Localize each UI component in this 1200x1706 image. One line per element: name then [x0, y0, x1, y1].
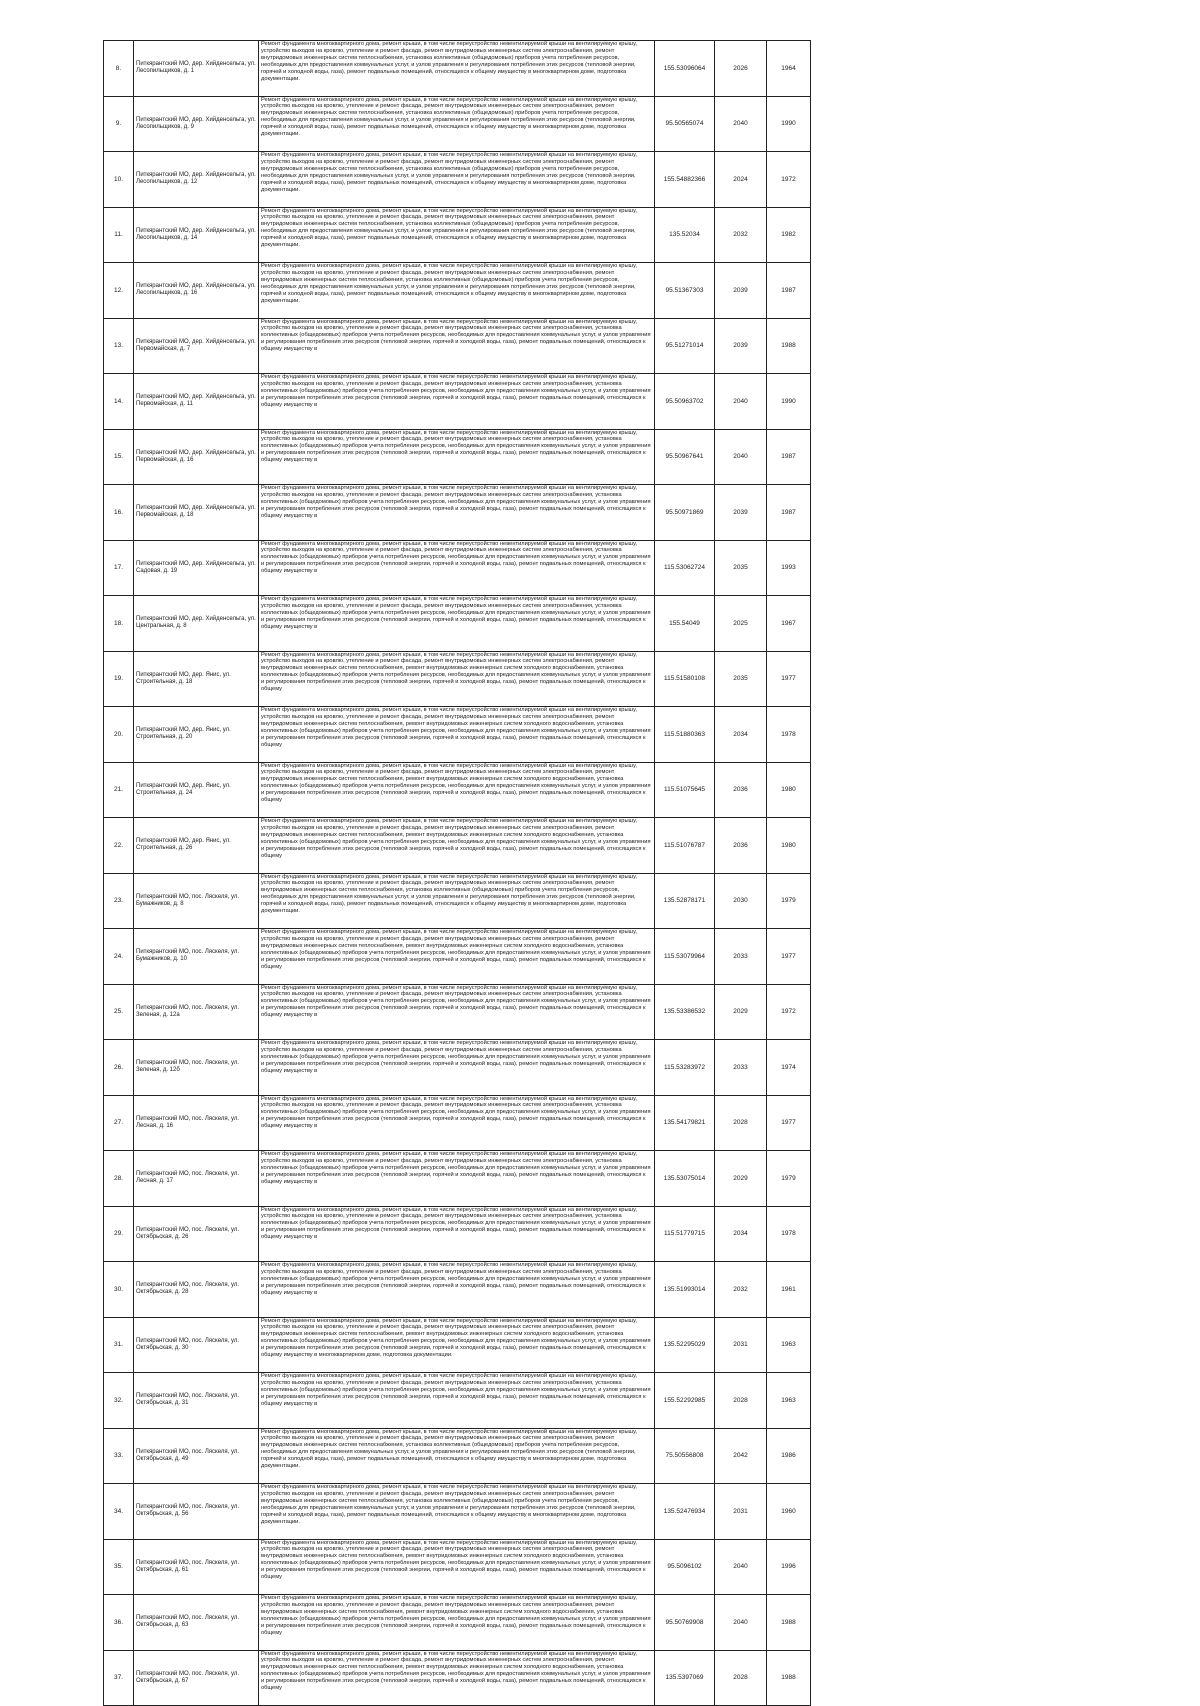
table-row: [104, 1151, 811, 1207]
build-year: 1980: [767, 818, 811, 874]
repair-works: [259, 1262, 655, 1318]
repair-works-text: Ремонт фундамента многоквартирного дома, ремонт крыши, в том числе переустройство невентилируемой крыши на вентилируемую крышу, устройство выходов на кровлю, утепление и ремонт фасада, ремонт внутридомовых инженерных систем электроснабжения, установка коллективных (общедомовых) приборов учета потребления ресурсов, необходимых для предоставления коммунальных услуг, и узлов управления и регулирования потребления этих ресурсов (тепловой энергии, горячей и холодной воды, газа), ремонт подвальных помещений, относящихся к общему имуществу в: [261, 1206, 651, 1241]
house-address: Питкярантский МО, дер. Янис, ул. Строительная, д. 18: [134, 651, 259, 707]
build-year: 1979: [767, 873, 811, 929]
build-year: 1977: [767, 929, 811, 985]
repair-works-text: Ремонт фундамента многоквартирного дома, ремонт крыши, в том числе переустройство невентилируемой крыши на вентилируемую крышу, устройство выходов на кровлю, утепление и ремонт фасада, ремонт внутридомовых инженерных систем электроснабжения, установка коллективных (общедомовых) приборов учета потребления ресурсов, необходимых для предоставления коммунальных услуг, и узлов управления и регулирования потребления этих ресурсов (тепловой энергии, горячей и холодной воды, газа), ремонт подвальных помещений, относящихся к общему имуществу в: [261, 1095, 651, 1130]
repair-cost: 75.50556808: [655, 1428, 715, 1484]
repair-cost: 135.54179821: [655, 1095, 715, 1151]
repair-works: [259, 263, 655, 319]
repair-cost: 135.51993014: [655, 1262, 715, 1318]
repair-works: [259, 1317, 655, 1373]
repair-cost: 115.51076787: [655, 818, 715, 874]
row-number: 20.: [104, 707, 134, 763]
repair-works-text: Ремонт фундамента многоквартирного дома, ремонт крыши, в том числе переустройство невентилируемой крыши на вентилируемую крышу, устройство выходов на кровлю, утепление и ремонт фасада, ремонт внутридомовых инженерных систем электроснабжения, ремонт внутридомовых инженерных систем теплоснабжения, ремонт внутридомовых инженерных систем холодного водоснабжения, установка коллективных (общедомовых) приборов учета потребления ресурсов, необходимых для предоставления коммунальных услуг, и узлов управления и регулирования потребления этих ресурсов (тепловой энергии, горячей и холодной воды, газа), ремонт подвальных помещений, относящихся к общему: [261, 651, 651, 693]
repair-works-text: Ремонт фундамента многоквартирного дома, ремонт крыши, в том числе переустройство невентилируемой крыши на вентилируемую крышу, устройство выходов на кровлю, утепление и ремонт фасада, ремонт внутридомовых инженерных систем электроснабжения, установка коллективных (общедомовых) приборов учета потребления ресурсов, необходимых для предоставления коммунальных услуг, и узлов управления и регулирования потребления этих ресурсов (тепловой энергии, горячей и холодной воды, газа), ремонт подвальных помещений, относящихся к общему имуществу в: [261, 1151, 651, 1185]
planned-year: 2029: [715, 984, 767, 1040]
repair-works: [259, 207, 655, 263]
build-year: 1988: [767, 1595, 811, 1651]
repair-cost: 135.52476934: [655, 1484, 715, 1540]
repair-cost: 115.53079964: [655, 929, 715, 985]
house-address: Питкярантский МО, дер. Хийденсельга, ул. Первомайская, д. 11: [134, 374, 259, 430]
repair-cost: 155.54882366: [655, 152, 715, 208]
row-number: 27.: [104, 1095, 134, 1151]
build-year: 1961: [767, 1262, 811, 1318]
house-address: Питкярантский МО, дер. Хийденсельга, ул. Лесопильщиков, д. 12: [134, 152, 259, 208]
planned-year: 2025: [715, 596, 767, 652]
repair-works-text: Ремонт фундамента многоквартирного дома, ремонт крыши, в том числе переустройство невентилируемой крыши на вентилируемую крышу, устройство выходов на кровлю, утепление и ремонт фасада, ремонт внутридомовых инженерных систем электроснабжения, установка коллективных (общедомовых) приборов учета потребления ресурсов, необходимых для предоставления коммунальных услуг, и узлов управления и регулирования потребления этих ресурсов (тепловой энергии, горячей и холодной воды, газа), ремонт подвальных помещений, относящихся к общему имуществу в: [261, 1373, 651, 1407]
repair-works-text: Ремонт фундамента многоквартирного дома, ремонт крыши, в том числе переустройство невентилируемой крыши на вентилируемую крышу, устройство выходов на кровлю, утепление и ремонт фасада, ремонт внутридомовых инженерных систем электроснабжения, ремонт внутридомовых инженерных систем теплоснабжения, установка коллективных (общедомовых) приборов учета потребления ресурсов, необходимых для предоставления коммунальных услуг, и узлов управления и регулирования потребления этих ресурсов (тепловой энергии, горячей и холодной воды, газа), ремонт подвальных помещений, относящихся к общему имуществу в многоквартирном доме, подготовка документации.: [261, 1428, 637, 1470]
repair-works-text: Ремонт фундамента многоквартирного дома, ремонт крыши, в том числе переустройство невентилируемой крыши на вентилируемую крышу, устройство выходов на кровлю, утепление и ремонт фасада, ремонт внутридомовых инженерных систем электроснабжения, ремонт внутридомовых инженерных систем теплоснабжения, установка коллективных (общедомовых) приборов учета потребления ресурсов, необходимых для предоставления коммунальных услуг, и узлов управления и регулирования потребления этих ресурсов (тепловой энергии, горячей и холодной воды, газа), ремонт подвальных помещений, относящихся к общему имуществу в многоквартирном доме, подготовка документации.: [261, 96, 637, 138]
repair-works-text: Ремонт фундамента многоквартирного дома, ремонт крыши, в том числе переустройство невентилируемой крыши на вентилируемую крышу, устройство выходов на кровлю, утепление и ремонт фасада, ремонт внутридомовых инженерных систем электроснабжения, ремонт внутридомовых инженерных систем теплоснабжения, установка коллективных (общедомовых) приборов учета потребления ресурсов, необходимых для предоставления коммунальных услуг, и узлов управления и регулирования потребления этих ресурсов (тепловой энергии, горячей и холодной воды, газа), ремонт подвальных помещений, относящихся к общему имуществу в многоквартирном доме, подготовка документации.: [261, 207, 637, 249]
table-row: [104, 929, 811, 985]
planned-year: 2042: [715, 1428, 767, 1484]
repair-cost: 115.51779715: [655, 1206, 715, 1262]
repair-works-text: Ремонт фундамента многоквартирного дома, ремонт крыши, в том числе переустройство невентилируемой крыши на вентилируемую крышу, устройство выходов на кровлю, утепление и ремонт фасада, ремонт внутридомовых инженерных систем электроснабжения, ремонт внутридомовых инженерных систем теплоснабжения, ремонт внутридомовых инженерных систем холодного водоснабжения, установка коллективных (общедомовых) приборов учета потребления ресурсов, необходимых для предоставления коммунальных услуг, и узлов управления и регулирования потребления этих ресурсов (тепловой энергии, горячей и холодной воды, газа), ремонт подвальных помещений, относящихся к общему: [261, 929, 651, 970]
row-number: 17.: [104, 540, 134, 596]
build-year: 1987: [767, 429, 811, 485]
house-address: Питкярантский МО, дер. Хийденсельга, ул. Лесопильщиков, д. 9: [134, 96, 259, 152]
repair-works-text: Ремонт фундамента многоквартирного дома, ремонт крыши, в том числе переустройство невентилируемой крыши на вентилируемую крышу, устройство выходов на кровлю, утепление и ремонт фасада, ремонт внутридомовых инженерных систем электроснабжения, установка коллективных (общедомовых) приборов учета потребления ресурсов, необходимых для предоставления коммунальных услуг, и узлов управления и регулирования потребления этих ресурсов (тепловой энергии, горячей и холодной воды, газа), ремонт подвальных помещений, относящихся к общему имуществу в: [261, 318, 651, 353]
repair-works-text: Ремонт фундамента многоквартирного дома, ремонт крыши, в том числе переустройство невентилируемой крыши на вентилируемую крышу, устройство выходов на кровлю, утепление и ремонт фасада, ремонт внутридомовых инженерных систем электроснабжения, ремонт внутридомовых инженерных систем теплоснабжения, установка коллективных (общедомовых) приборов учета потребления ресурсов, необходимых для предоставления коммунальных услуг, и узлов управления и регулирования потребления этих ресурсов (тепловой энергии, горячей и холодной воды, газа), ремонт подвальных помещений, относящихся к общему имуществу в многоквартирном доме, подготовка документации.: [261, 152, 637, 193]
repair-cost: 135.53386532: [655, 984, 715, 1040]
table-row: [104, 651, 811, 707]
repair-works: [259, 818, 655, 874]
row-number: 31.: [104, 1317, 134, 1373]
table-row: [104, 540, 811, 596]
house-address: Питкярантский МО, пос. Ляскеля, ул. Октябрьская, д. 31: [134, 1373, 259, 1429]
repair-cost: 115.51580108: [655, 651, 715, 707]
planned-year: 2040: [715, 374, 767, 430]
row-number: 18.: [104, 596, 134, 652]
row-number: 23.: [104, 873, 134, 929]
table-row: [104, 1484, 811, 1540]
table-row: [104, 762, 811, 818]
row-number: 37.: [104, 1650, 134, 1706]
house-address: Питкярантский МО, дер. Янис, ул. Строительная, д. 26: [134, 818, 259, 874]
repair-cost: 95.50769908: [655, 1595, 715, 1651]
planned-year: 2031: [715, 1484, 767, 1540]
repair-cost: 115.53283972: [655, 1040, 715, 1096]
repair-cost: 95.50963702: [655, 374, 715, 430]
planned-year: 2031: [715, 1317, 767, 1373]
planned-year: 2028: [715, 1095, 767, 1151]
build-year: 1980: [767, 762, 811, 818]
repair-works: [259, 1428, 655, 1484]
repair-cost: 95.50967641: [655, 429, 715, 485]
planned-year: 2028: [715, 1650, 767, 1706]
repair-works: [259, 762, 655, 818]
repair-cost: 135.5397069: [655, 1650, 715, 1706]
repair-cost: 95.51367303: [655, 263, 715, 319]
planned-year: 2040: [715, 1595, 767, 1651]
planned-year: 2032: [715, 1262, 767, 1318]
build-year: 1990: [767, 96, 811, 152]
repair-works: [259, 707, 655, 763]
repair-cost: 95.50565074: [655, 96, 715, 152]
repair-works: [259, 1095, 655, 1151]
planned-year: 2040: [715, 1539, 767, 1595]
planned-year: 2040: [715, 429, 767, 485]
row-number: 33.: [104, 1428, 134, 1484]
planned-year: 2034: [715, 1206, 767, 1262]
planned-year: 2033: [715, 1040, 767, 1096]
table-row: [104, 1595, 811, 1651]
repair-works: [259, 929, 655, 985]
repair-works-text: Ремонт фундамента многоквартирного дома, ремонт крыши, в том числе переустройство невентилируемой крыши на вентилируемую крышу, устройство выходов на кровлю, утепление и ремонт фасада, ремонт внутридомовых инженерных систем электроснабжения, ремонт внутридомовых инженерных систем теплоснабжения, ремонт внутридомовых инженерных систем холодного водоснабжения, установка коллективных (общедомовых) приборов учета потребления ресурсов, необходимых для предоставления коммунальных услуг, и узлов управления и регулирования потребления этих ресурсов (тепловой энергии, горячей и холодной воды, газа), ремонт подвальных помещений, относящихся к общему: [261, 1650, 651, 1692]
build-year: 1990: [767, 374, 811, 430]
house-address: Питкярантский МО, дер. Хийденсельга, ул. Центральная, д. 8: [134, 596, 259, 652]
row-number: 16.: [104, 485, 134, 541]
table-row: [104, 1650, 811, 1706]
repair-works: [259, 1650, 655, 1706]
build-year: 1964: [767, 41, 811, 97]
row-number: 19.: [104, 651, 134, 707]
repair-works-text: Ремонт фундамента многоквартирного дома, ремонт крыши, в том числе переустройство невентилируемой крыши на вентилируемую крышу, устройство выходов на кровлю, утепление и ремонт фасада, ремонт внутридомовых инженерных систем электроснабжения, установка коллективных (общедомовых) приборов учета потребления ресурсов, необходимых для предоставления коммунальных услуг, и узлов управления и регулирования потребления этих ресурсов (тепловой энергии, горячей и холодной воды, газа), ремонт подвальных помещений, относящихся к общему имуществу в: [261, 1262, 651, 1296]
planned-year: 2039: [715, 263, 767, 319]
row-number: 22.: [104, 818, 134, 874]
table-row: [104, 318, 811, 374]
row-number: 13.: [104, 318, 134, 374]
build-year: 1972: [767, 152, 811, 208]
repair-works: [259, 540, 655, 596]
planned-year: 2034: [715, 707, 767, 763]
planned-year: 2028: [715, 1373, 767, 1429]
table-row: [104, 485, 811, 541]
row-number: 15.: [104, 429, 134, 485]
repair-works-text: Ремонт фундамента многоквартирного дома, ремонт крыши, в том числе переустройство невентилируемой крыши на вентилируемую крышу, устройство выходов на кровлю, утепление и ремонт фасада, ремонт внутридомовых инженерных систем электроснабжения, установка коллективных (общедомовых) приборов учета потребления ресурсов, необходимых для предоставления коммунальных услуг, и узлов управления и регулирования потребления этих ресурсов (тепловой энергии, горячей и холодной воды, газа), ремонт подвальных помещений, относящихся к общему имуществу в: [261, 1040, 651, 1074]
repair-cost: 115.51075645: [655, 762, 715, 818]
row-number: 29.: [104, 1206, 134, 1262]
planned-year: 2036: [715, 818, 767, 874]
house-address: Питкярантский МО, пос. Ляскеля, ул. Октябрьская, д. 67: [134, 1650, 259, 1706]
row-number: 26.: [104, 1040, 134, 1096]
house-address: Питкярантский МО, пос. Ляскеля, ул. Зеленая, д. 12б: [134, 1040, 259, 1096]
table-row: [104, 152, 811, 208]
house-address: Питкярантский МО, пос. Ляскеля, ул. Лесная, д. 16: [134, 1095, 259, 1151]
row-number: 30.: [104, 1262, 134, 1318]
repair-cost: 155.52292985: [655, 1373, 715, 1429]
house-address: Питкярантский МО, дер. Янис, ул. Строительная, д. 24: [134, 762, 259, 818]
house-address: Питкярантский МО, дер. Хийденсельга, ул. Лесопильщиков, д. 16: [134, 263, 259, 319]
planned-year: 2035: [715, 540, 767, 596]
row-number: 24.: [104, 929, 134, 985]
repair-works: [259, 1484, 655, 1540]
row-number: 34.: [104, 1484, 134, 1540]
repair-works-text: Ремонт фундамента многоквартирного дома, ремонт крыши, в том числе переустройство невентилируемой крыши на вентилируемую крышу, устройство выходов на кровлю, утепление и ремонт фасада, ремонт внутридомовых инженерных систем электроснабжения, ремонт внутридомовых инженерных систем теплоснабжения, установка коллективных (общедомовых) приборов учета потребления ресурсов, необходимых для предоставления коммунальных услуг, и узлов управления и регулирования потребления этих ресурсов (тепловой энергии, горячей и холодной воды, газа), ремонт подвальных помещений, относящихся к общему имуществу в многоквартирном доме, подготовка документации.: [261, 1484, 637, 1525]
repair-works-text: Ремонт фундамента многоквартирного дома, ремонт крыши, в том числе переустройство невентилируемой крыши на вентилируемую крышу, устройство выходов на кровлю, утепление и ремонт фасада, ремонт внутридомовых инженерных систем электроснабжения, ремонт внутридомовых инженерных систем теплоснабжения, ремонт внутридомовых инженерных систем холодного водоснабжения, установка коллективных (общедомовых) приборов учета потребления ресурсов, необходимых для предоставления коммунальных услуг, и узлов управления и регулирования потребления этих ресурсов (тепловой энергии, горячей и холодной воды, газа), ремонт подвальных помещений, относящихся к общему: [261, 762, 651, 804]
table-row: [104, 596, 811, 652]
planned-year: 2033: [715, 929, 767, 985]
repair-cost: 95.51271014: [655, 318, 715, 374]
build-year: 1987: [767, 263, 811, 319]
repair-works-text: Ремонт фундамента многоквартирного дома, ремонт крыши, в том числе переустройство невентилируемой крыши на вентилируемую крышу, устройство выходов на кровлю, утепление и ремонт фасада, ремонт внутридомовых инженерных систем электроснабжения, установка коллективных (общедомовых) приборов учета потребления ресурсов, необходимых для предоставления коммунальных услуг, и узлов управления и регулирования потребления этих ресурсов (тепловой энергии, горячей и холодной воды, газа), ремонт подвальных помещений, относящихся к общему имуществу в: [261, 429, 651, 464]
row-number: 25.: [104, 984, 134, 1040]
repair-cost: 135.53075014: [655, 1151, 715, 1207]
table-row: [104, 1373, 811, 1429]
house-address: Питкярантский МО, пос. Ляскеля, ул. Бумажников, д. 10: [134, 929, 259, 985]
table-row: [104, 374, 811, 430]
build-year: 1974: [767, 1040, 811, 1096]
house-address: Питкярантский МО, пос. Ляскеля, ул. Бумажников, д. 8: [134, 873, 259, 929]
repair-works: [259, 41, 655, 97]
planned-year: 2036: [715, 762, 767, 818]
repair-works: [259, 651, 655, 707]
repair-cost: 95.5096102: [655, 1539, 715, 1595]
repair-works-text: Ремонт фундамента многоквартирного дома, ремонт крыши, в том числе переустройство невентилируемой крыши на вентилируемую крышу, устройство выходов на кровлю, утепление и ремонт фасада, ремонт внутридомовых инженерных систем электроснабжения, ремонт внутридомовых инженерных систем теплоснабжения, установка коллективных (общедомовых) приборов учета потребления ресурсов, необходимых для предоставления коммунальных услуг, и узлов управления и регулирования потребления этих ресурсов (тепловой энергии, горячей и холодной воды, газа), ремонт подвальных помещений, относящихся к общему имуществу в многоквартирном доме, подготовка документации.: [261, 873, 637, 915]
repair-works: [259, 1206, 655, 1262]
repair-works: [259, 1151, 655, 1207]
repair-works: [259, 374, 655, 430]
house-address: Питкярантский МО, пос. Ляскеля, ул. Октябрьская, д. 28: [134, 1262, 259, 1318]
table-row: [104, 1040, 811, 1096]
repair-works-text: Ремонт фундамента многоквартирного дома, ремонт крыши, в том числе переустройство невентилируемой крыши на вентилируемую крышу, устройство выходов на кровлю, утепление и ремонт фасада, ремонт внутридомовых инженерных систем электроснабжения, ремонт внутридомовых инженерных систем теплоснабжения, ремонт внутридомовых инженерных систем холодного водоснабжения, установка коллективных (общедомовых) приборов учета потребления ресурсов, необходимых для предоставления коммунальных услуг, и узлов управления и регулирования потребления этих ресурсов (тепловой энергии, горячей и холодной воды, газа), ремонт подвальных помещений, относящихся к общему: [261, 707, 651, 748]
planned-year: 2024: [715, 152, 767, 208]
row-number: 11.: [104, 207, 134, 263]
repair-works: [259, 1595, 655, 1651]
repair-works: [259, 96, 655, 152]
repair-works: [259, 318, 655, 374]
house-address: Питкярантский МО, пос. Ляскеля, ул. Октябрьская, д. 63: [134, 1595, 259, 1651]
house-address: Питкярантский МО, дер. Хийденсельга, ул. Садовая, д. 19: [134, 540, 259, 596]
build-year: 1963: [767, 1317, 811, 1373]
repair-works-text: Ремонт фундамента многоквартирного дома, ремонт крыши, в том числе переустройство невентилируемой крыши на вентилируемую крышу, устройство выходов на кровлю, утепление и ремонт фасада, ремонт внутридомовых инженерных систем электроснабжения, установка коллективных (общедомовых) приборов учета потребления ресурсов, необходимых для предоставления коммунальных услуг, и узлов управления и регулирования потребления этих ресурсов (тепловой энергии, горячей и холодной воды, газа), ремонт подвальных помещений, относящихся к общему имуществу в: [261, 984, 651, 1019]
repair-works-text: Ремонт фундамента многоквартирного дома, ремонт крыши, в том числе переустройство невентилируемой крыши на вентилируемую крышу, устройство выходов на кровлю, утепление и ремонт фасада, ремонт внутридомовых инженерных систем электроснабжения, ремонт внутридомовых инженерных систем теплоснабжения, ремонт внутридомовых инженерных систем холодного водоснабжения, установка коллективных (общедомовых) приборов учета потребления ресурсов, необходимых для предоставления коммунальных услуг, и узлов управления и регулирования потребления этих ресурсов (тепловой энергии, горячей и холодной воды, газа), ремонт подвальных помещений, относящихся к общему: [261, 1539, 651, 1581]
house-address: Питкярантский МО, дер. Хийденсельга, ул. Лесопильщиков, д. 1: [134, 41, 259, 97]
repair-works-text: Ремонт фундамента многоквартирного дома, ремонт крыши, в том числе переустройство невентилируемой крыши на вентилируемую крышу, устройство выходов на кровлю, утепление и ремонт фасада, ремонт внутридомовых инженерных систем электроснабжения, ремонт внутридомовых инженерных систем теплоснабжения, установка коллективных (общедомовых) приборов учета потребления ресурсов, необходимых для предоставления коммунальных услуг, и узлов управления и регулирования потребления этих ресурсов (тепловой энергии, горячей и холодной воды, газа), ремонт подвальных помещений, относящихся к общему имуществу в многоквартирном доме, подготовка документации.: [261, 41, 637, 82]
planned-year: 2026: [715, 41, 767, 97]
table-row: [104, 1428, 811, 1484]
table-row: [104, 1206, 811, 1262]
build-year: 1978: [767, 707, 811, 763]
planned-year: 2040: [715, 96, 767, 152]
build-year: 1988: [767, 318, 811, 374]
row-number: 12.: [104, 263, 134, 319]
repair-works: [259, 596, 655, 652]
table-row: [104, 207, 811, 263]
build-year: 1993: [767, 540, 811, 596]
build-year: 1963: [767, 1373, 811, 1429]
repair-works-text: Ремонт фундамента многоквартирного дома, ремонт крыши, в том числе переустройство невентилируемой крыши на вентилируемую крышу, устройство выходов на кровлю, утепление и ремонт фасада, ремонт внутридомовых инженерных систем электроснабжения, ремонт внутридомовых инженерных систем теплоснабжения, ремонт внутридомовых инженерных систем холодного водоснабжения, установка коллективных (общедомовых) приборов учета потребления ресурсов, необходимых для предоставления коммунальных услуг, и узлов управления и регулирования потребления этих ресурсов (тепловой энергии, горячей и холодной воды, газа), ремонт подвальных помещений, относящихся к общему: [261, 818, 651, 859]
build-year: 1960: [767, 1484, 811, 1540]
row-number: 9.: [104, 96, 134, 152]
build-year: 1977: [767, 651, 811, 707]
row-number: 8.: [104, 41, 134, 97]
repair-works: [259, 1373, 655, 1429]
house-address: Питкярантский МО, пос. Ляскеля, ул. Октябрьская, д. 30: [134, 1317, 259, 1373]
build-year: 1982: [767, 207, 811, 263]
repair-works-text: Ремонт фундамента многоквартирного дома, ремонт крыши, в том числе переустройство невентилируемой крыши на вентилируемую крышу, устройство выходов на кровлю, утепление и ремонт фасада, ремонт внутридомовых инженерных систем электроснабжения, ремонт внутридомовых инженерных систем теплоснабжения, установка коллективных (общедомовых) приборов учета потребления ресурсов, необходимых для предоставления коммунальных услуг, и узлов управления и регулирования потребления этих ресурсов (тепловой энергии, горячей и холодной воды, газа), ремонт подвальных помещений, относящихся к общему имуществу в многоквартирном доме, подготовка документации.: [261, 263, 637, 304]
house-address: Питкярантский МО, дер. Хийденсельга, ул. Первомайская, д. 16: [134, 429, 259, 485]
table-row: [104, 818, 811, 874]
repair-cost: 135.52878171: [655, 873, 715, 929]
planned-year: 2039: [715, 318, 767, 374]
table-row: [104, 1262, 811, 1318]
house-address: Питкярантский МО, пос. Ляскеля, ул. Октябрьская, д. 56: [134, 1484, 259, 1540]
table-row: [104, 984, 811, 1040]
repair-cost: 155.54049: [655, 596, 715, 652]
repair-works-text: Ремонт фундамента многоквартирного дома, ремонт крыши, в том числе переустройство невентилируемой крыши на вентилируемую крышу, устройство выходов на кровлю, утепление и ремонт фасада, ремонт внутридомовых инженерных систем электроснабжения, установка коллективных (общедомовых) приборов учета потребления ресурсов, необходимых для предоставления коммунальных услуг, и узлов управления и регулирования потребления этих ресурсов (тепловой энергии, горячей и холодной воды, газа), ремонт подвальных помещений, относящихся к общему имуществу в: [261, 540, 651, 575]
planned-year: 2030: [715, 873, 767, 929]
repair-cost: 115.53062724: [655, 540, 715, 596]
row-number: 21.: [104, 762, 134, 818]
repair-cost: 155.53096064: [655, 41, 715, 97]
house-address: Питкярантский МО, пос. Ляскеля, ул. Октябрьская, д. 49: [134, 1428, 259, 1484]
build-year: 1967: [767, 596, 811, 652]
row-number: 36.: [104, 1595, 134, 1651]
table-row: [104, 1539, 811, 1595]
repair-works: [259, 152, 655, 208]
build-year: 1979: [767, 1151, 811, 1207]
table-row: [104, 263, 811, 319]
repair-works-text: Ремонт фундамента многоквартирного дома, ремонт крыши, в том числе переустройство невентилируемой крыши на вентилируемую крышу, устройство выходов на кровлю, утепление и ремонт фасада, ремонт внутридомовых инженерных систем электроснабжения, ремонт внутридомовых инженерных систем теплоснабжения, ремонт внутридомовых инженерных систем холодного водоснабжения, установка коллективных (общедомовых) приборов учета потребления ресурсов, необходимых для предоставления коммунальных услуг, и узлов управления и регулирования потребления этих ресурсов (тепловой энергии, горячей и холодной воды, газа), ремонт подвальных помещений, относящихся к общему: [261, 1595, 651, 1636]
house-address: Питкярантский МО, дер. Янис, ул. Строительная, д. 20: [134, 707, 259, 763]
build-year: 1977: [767, 1095, 811, 1151]
house-address: Питкярантский МО, дер. Хийденсельга, ул. Первомайская, д. 18: [134, 485, 259, 541]
house-address: Питкярантский МО, пос. Ляскеля, ул. Зеленая, д. 12а: [134, 984, 259, 1040]
table-row: [104, 1095, 811, 1151]
repair-works: [259, 1040, 655, 1096]
repair-cost: 115.51880363: [655, 707, 715, 763]
row-number: 10.: [104, 152, 134, 208]
repair-works: [259, 984, 655, 1040]
table-body: [104, 41, 811, 1706]
row-number: 32.: [104, 1373, 134, 1429]
table-row: [104, 96, 811, 152]
repair-works: [259, 873, 655, 929]
table-row: [104, 429, 811, 485]
repair-works: [259, 429, 655, 485]
table-row: [104, 1317, 811, 1373]
row-number: 35.: [104, 1539, 134, 1595]
planned-year: 2029: [715, 1151, 767, 1207]
table-row: [104, 707, 811, 763]
repair-works-text: Ремонт фундамента многоквартирного дома, ремонт крыши, в том числе переустройство невентилируемой крыши на вентилируемую крышу, устройство выходов на кровлю, утепление и ремонт фасада, ремонт внутридомовых инженерных систем электроснабжения, установка коллективных (общедомовых) приборов учета потребления ресурсов, необходимых для предоставления коммунальных услуг, и узлов управления и регулирования потребления этих ресурсов (тепловой энергии, горячей и холодной воды, газа), ремонт подвальных помещений, относящихся к общему имуществу в: [261, 485, 651, 519]
repair-cost: 135.52034: [655, 207, 715, 263]
planned-year: 2032: [715, 207, 767, 263]
house-address: Питкярантский МО, дер. Хийденсельга, ул. Лесопильщиков, д. 14: [134, 207, 259, 263]
table-row: [104, 41, 811, 97]
repair-works-text: Ремонт фундамента многоквартирного дома, ремонт крыши, в том числе переустройство невентилируемой крыши на вентилируемую крышу, устройство выходов на кровлю, утепление и ремонт фасада, ремонт внутридомовых инженерных систем электроснабжения, установка коллективных (общедомовых) приборов учета потребления ресурсов, необходимых для предоставления коммунальных услуг, и узлов управления и регулирования потребления этих ресурсов (тепловой энергии, горячей и холодной воды, газа), ремонт подвальных помещений, относящихся к общему имуществу в: [261, 374, 651, 408]
build-year: 1986: [767, 1428, 811, 1484]
build-year: 1988: [767, 1650, 811, 1706]
repair-works-text: Ремонт фундамента многоквартирного дома, ремонт крыши, в том числе переустройство невентилируемой крыши на вентилируемую крышу, устройство выходов на кровлю, утепление и ремонт фасада, ремонт внутридомовых инженерных систем электроснабжения, установка коллективных (общедомовых) приборов учета потребления ресурсов, необходимых для предоставления коммунальных услуг, и узлов управления и регулирования потребления этих ресурсов (тепловой энергии, горячей и холодной воды, газа), ремонт подвальных помещений, относящихся к общему имуществу в: [261, 596, 651, 630]
build-year: 1987: [767, 485, 811, 541]
row-number: 14.: [104, 374, 134, 430]
planned-year: 2035: [715, 651, 767, 707]
row-number: 28.: [104, 1151, 134, 1207]
repair-works-text: Ремонт фундамента многоквартирного дома, ремонт крыши, в том числе переустройство невентилируемой крыши на вентилируемую крышу, устройство выходов на кровлю, утепление и ремонт фасада, ремонт внутридомовых инженерных систем электроснабжения, ремонт внутридомовых инженерных систем теплоснабжения, ремонт внутридомовых инженерных систем холодного водоснабжения, установка коллективных (общедомовых) приборов учета потребления ресурсов, необходимых для предоставления коммунальных услуг, и узлов управления и регулирования потребления этих ресурсов (тепловой энергии, горячей и холодной воды, газа), ремонт подвальных помещений, относящихся к общему имуществу в многоквартирном доме, подготовка документации.: [261, 1317, 651, 1359]
build-year: 1996: [767, 1539, 811, 1595]
repair-works: [259, 485, 655, 541]
build-year: 1972: [767, 984, 811, 1040]
house-address: Питкярантский МО, пос. Ляскеля, ул. Октябрьская, д. 61: [134, 1539, 259, 1595]
repair-cost: 135.52295029: [655, 1317, 715, 1373]
planned-year: 2039: [715, 485, 767, 541]
build-year: 1978: [767, 1206, 811, 1262]
housing-repair-table: [103, 40, 811, 1706]
repair-works: [259, 1539, 655, 1595]
house-address: Питкярантский МО, пос. Ляскеля, ул. Октябрьская, д. 26: [134, 1206, 259, 1262]
house-address: Питкярантский МО, дер. Хийденсельга, ул. Первомайская, д. 7: [134, 318, 259, 374]
house-address: Питкярантский МО, пос. Ляскеля, ул. Лесная, д. 17: [134, 1151, 259, 1207]
table-row: [104, 873, 811, 929]
repair-cost: 95.50971869: [655, 485, 715, 541]
